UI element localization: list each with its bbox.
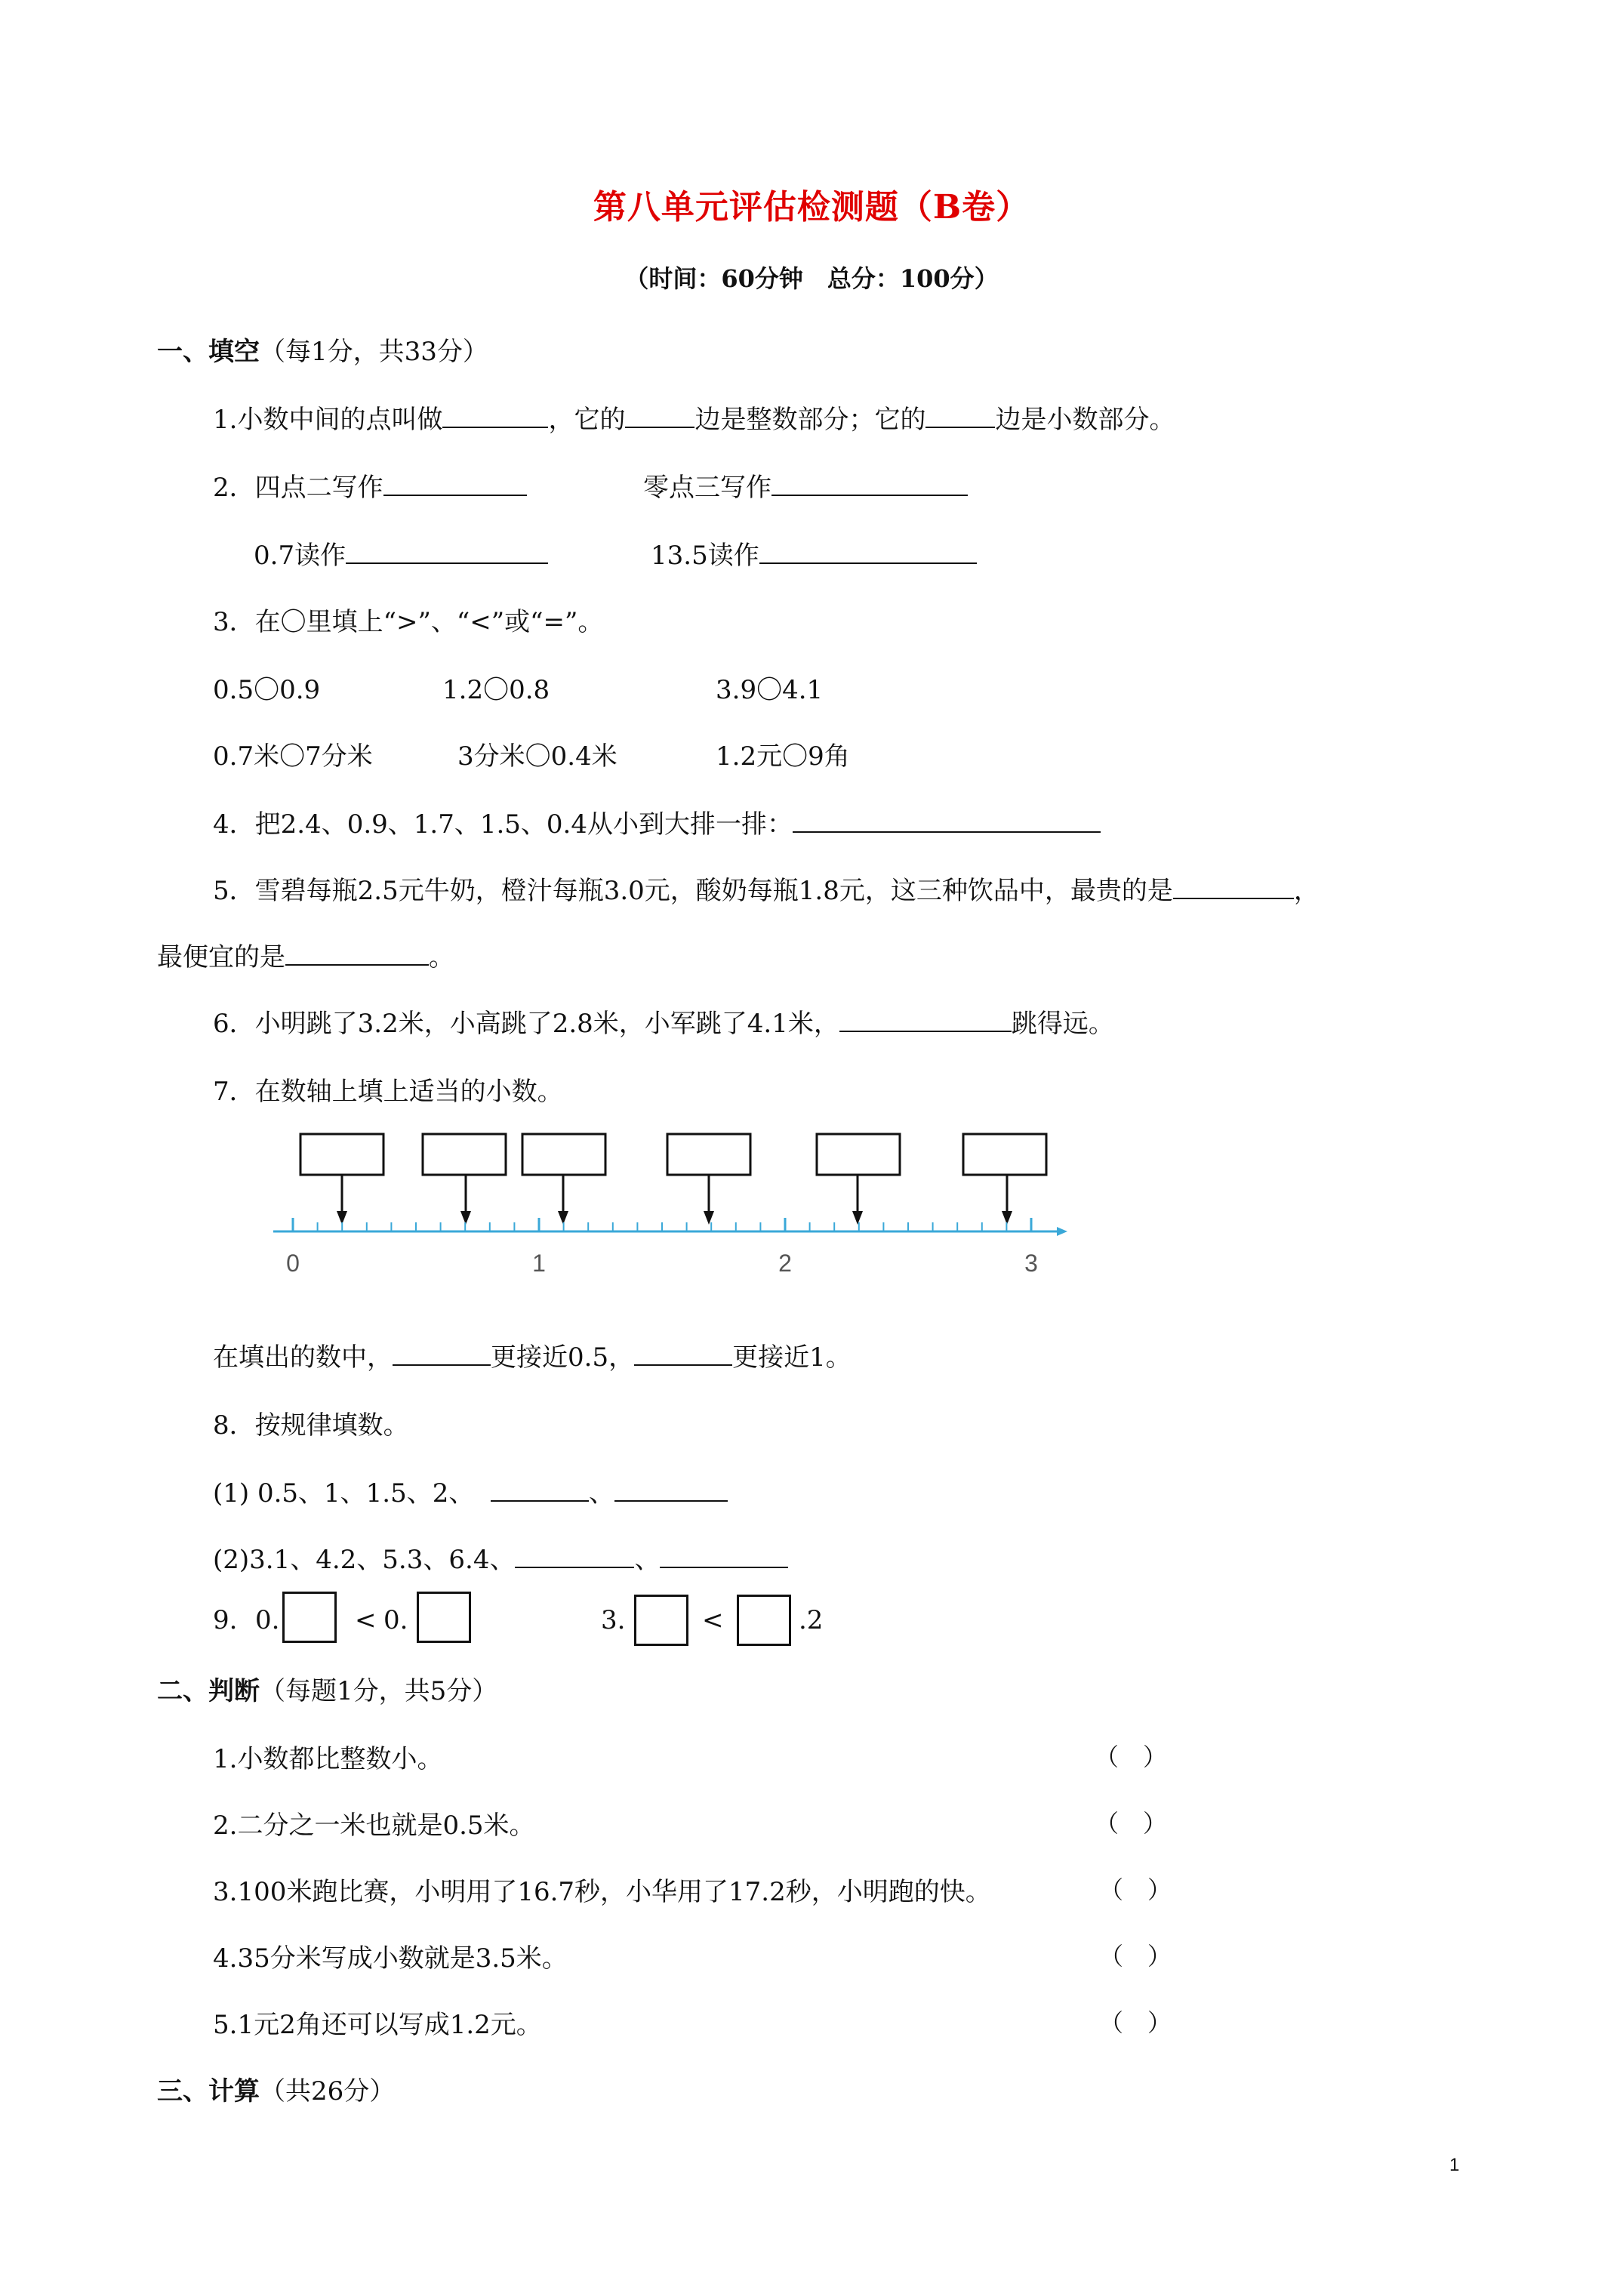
page-subtitle: （时间：60分钟 总分：100分） xyxy=(624,264,999,293)
q1-text-a: 1.小数中间的点叫做 xyxy=(213,405,443,435)
answer-blank[interactable] xyxy=(393,1340,491,1366)
compare-item: 3.9〇4.1 xyxy=(716,675,824,705)
compare-item: 3分米〇0.4米 xyxy=(457,741,617,772)
pointer-arrow-head xyxy=(704,1211,714,1225)
answer-blank[interactable] xyxy=(634,1340,732,1366)
q2-text-c: 0.7读作 xyxy=(254,541,346,571)
compare-item: 0.7米〇7分米 xyxy=(213,741,373,772)
section-1-note: （每1分，共33分） xyxy=(260,337,488,367)
q1-text-b: ，它的 xyxy=(548,405,626,435)
axis-arrow-head xyxy=(1057,1227,1067,1236)
answer-box[interactable] xyxy=(282,1592,337,1643)
judge-item: 1.小数都比整数小。 xyxy=(213,1744,443,1774)
question-7-followup xyxy=(213,1336,852,1373)
q2-text-b: 零点三写作 xyxy=(643,473,771,503)
axis-label: 1 xyxy=(532,1250,546,1277)
q1-text-d: 边是小数部分。 xyxy=(995,405,1175,435)
q6-text-b: 跳得远。 xyxy=(1011,1009,1114,1039)
q8-seq-1-text: (1) 0.5、1、1.5、2、 xyxy=(213,1478,475,1509)
q5-text-a: 5．雪碧每瓶2.5元牛奶，橙汁每瓶3.0元，酸奶每瓶1.8元，这三种饮品中，最贵的是 xyxy=(213,876,1173,906)
q8-sep: 、 xyxy=(589,1478,614,1509)
q4-text: 4．把2.4、0.9、1.7、1.5、0.4从小到大排一排： xyxy=(213,809,793,840)
number-line-answer-box[interactable] xyxy=(963,1134,1046,1175)
section-2-title: 二、判断 xyxy=(157,1676,260,1706)
q9-text-d: .2 xyxy=(799,1605,824,1635)
answer-box[interactable] xyxy=(634,1595,688,1646)
q5-text-c: 最便宜的是 xyxy=(157,942,285,972)
question-8-seq-2 xyxy=(213,1539,788,1576)
less-than-sign: < xyxy=(702,1605,724,1635)
q2-text-a: 2．四点二写作 xyxy=(213,473,383,503)
answer-box[interactable] xyxy=(737,1595,791,1646)
section-3-note: （共26分） xyxy=(260,2076,396,2106)
section-1-title: 一、填空 xyxy=(157,337,260,367)
q1-text-c: 边是整数部分；它的 xyxy=(694,405,926,435)
answer-blank[interactable] xyxy=(491,1476,589,1502)
section-2-note: （每题1分，共5分） xyxy=(260,1676,498,1706)
number-line-answer-box[interactable] xyxy=(667,1134,750,1175)
number-line-answer-box[interactable] xyxy=(522,1134,605,1175)
q9-text-c: 3. xyxy=(601,1605,626,1635)
axis-label: 3 xyxy=(1024,1250,1038,1277)
question-7-intro: 7．在数轴上填上适当的小数。 xyxy=(213,1077,563,1107)
answer-blank[interactable] xyxy=(515,1542,634,1568)
question-8-seq-1 xyxy=(213,1472,728,1509)
question-3-intro: 3．在〇里填上“>”、“<”或“=”。 xyxy=(213,607,604,637)
answer-box[interactable] xyxy=(417,1592,471,1643)
pointer-arrow-head xyxy=(852,1211,863,1225)
page-title: 第八单元评估检测题（B卷） xyxy=(593,188,1030,227)
q7-text-a: 在填出的数中， xyxy=(213,1342,393,1373)
judge-item: 5.1元2角还可以写成1.2元。 xyxy=(213,2010,542,2040)
q2-text-d: 13.5读作 xyxy=(651,541,759,571)
answer-paren[interactable]: （ ） xyxy=(1095,1743,1168,1771)
number-line-answer-box[interactable] xyxy=(300,1134,383,1175)
compare-item: 1.2〇0.8 xyxy=(442,675,550,705)
compare-item: 1.2元〇9角 xyxy=(716,741,850,772)
answer-blank[interactable] xyxy=(614,1476,728,1502)
q6-text-a: 6．小明跳了3.2米，小高跳了2.8米，小军跳了4.1米， xyxy=(213,1009,839,1039)
judge-item: 2.二分之一米也就是0.5米。 xyxy=(213,1811,535,1841)
question-8-intro: 8．按规律填数。 xyxy=(213,1410,409,1441)
page-number: 1 xyxy=(1449,2155,1460,2175)
number-line-answer-box[interactable] xyxy=(817,1134,900,1175)
answer-paren[interactable]: （ ） xyxy=(1099,1875,1172,1904)
less-than-sign: < xyxy=(355,1605,377,1635)
answer-paren[interactable]: （ ） xyxy=(1095,1809,1168,1838)
q9-number: 9. xyxy=(213,1605,238,1635)
q9-text-b: 0. xyxy=(383,1605,408,1635)
number-line-answer-box[interactable] xyxy=(423,1134,506,1175)
q5-text-d: 。 xyxy=(429,942,454,972)
section-3-heading xyxy=(157,2070,395,2107)
q5-text-b: ， xyxy=(1293,876,1320,906)
answer-paren[interactable]: （ ） xyxy=(1099,1942,1172,1971)
q9-text-a: 0. xyxy=(255,1605,280,1635)
answer-blank[interactable] xyxy=(660,1542,788,1568)
q7-text-c: 更接近1。 xyxy=(732,1342,852,1373)
section-3-title: 三、计算 xyxy=(157,2076,260,2106)
compare-item: 0.5〇0.9 xyxy=(213,675,321,705)
answer-paren[interactable]: （ ） xyxy=(1099,2008,1172,2037)
q8-sep: 、 xyxy=(634,1545,661,1575)
q8-seq-2-text: (2)3.1、4.2、5.3、6.4、 xyxy=(213,1545,516,1575)
axis-label: 0 xyxy=(286,1250,300,1277)
judge-item: 3.100米跑比赛，小明用了16.7秒，小华用了17.2秒，小明跑的快。 xyxy=(213,1877,991,1907)
section-2-heading xyxy=(157,1670,497,1707)
judge-item: 4.35分米写成小数就是3.5米。 xyxy=(213,1943,568,1974)
axis-label: 2 xyxy=(778,1250,792,1277)
q7-text-b: 更接近0.5， xyxy=(491,1342,635,1373)
